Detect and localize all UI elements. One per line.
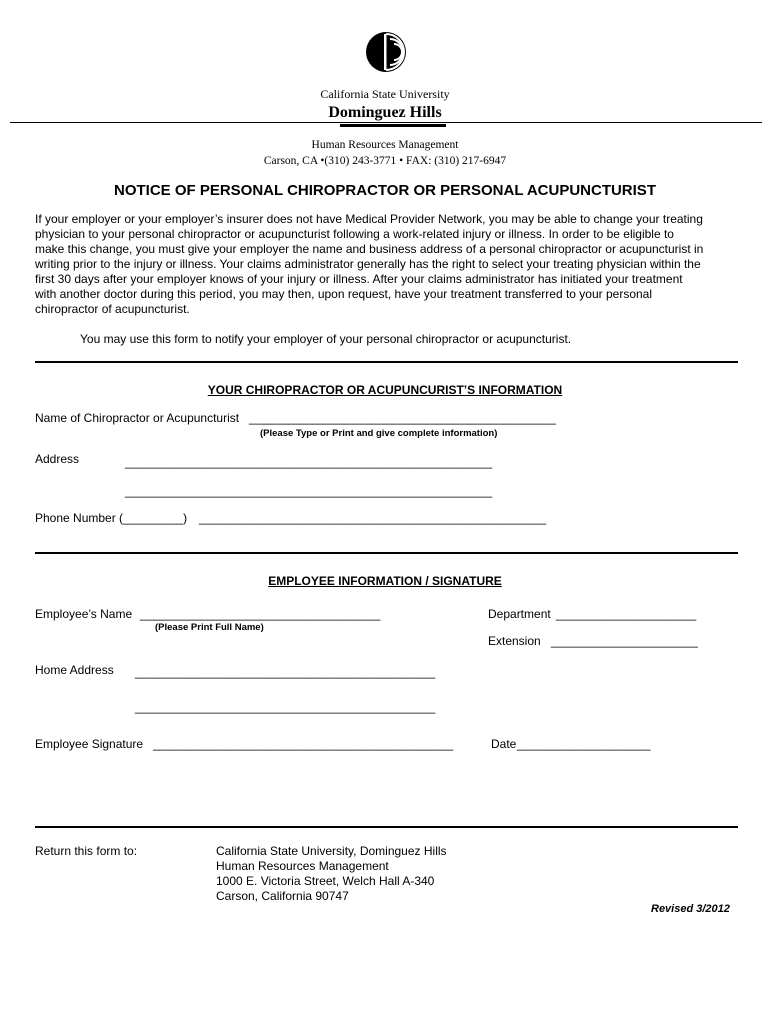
department-name: Human Resources Management <box>311 139 459 151</box>
header-rule-accent <box>340 124 446 127</box>
revised-date: Revised 3/2012 <box>651 903 730 915</box>
intro-line: writing prior to the injury or illness. Your claims administrator generally has the right to select your treating physician within the <box>35 257 701 271</box>
header-rule <box>10 122 762 123</box>
home-address-field-2[interactable]: _____________________________________________ <box>135 700 436 714</box>
section-divider <box>35 361 738 363</box>
chiro-name-field[interactable]: ______________________________________________ <box>249 411 556 425</box>
chiro-address-label: Address <box>35 452 80 466</box>
date-label: Date <box>491 737 517 751</box>
contact-info: Carson, CA •(310) 243-3771 • FAX: (310) 217-6947 <box>263 155 507 167</box>
intro-line: If your employer or your employer’s insurer does not have Medical Provider Network, you may be able to change your treating <box>35 212 703 226</box>
notify-text: You may use this form to notify your employer of your personal chiropractor or acupuncturist. <box>80 332 572 346</box>
return-address-line: 1000 E. Victoria Street, Welch Hall A-340 <box>216 874 435 888</box>
intro-line: make this change, you must give your employer the name and business address of a personal chiropractor or acupuncturist in <box>35 242 704 256</box>
return-address <box>216 844 447 904</box>
intro-line: with another doctor during this period, you may then, upon request, have your treatment transferred to your personal <box>35 287 653 301</box>
chiro-phone-label[interactable]: Phone Number (_________) <box>35 511 188 525</box>
return-address-line: Human Resources Management <box>216 859 389 873</box>
intro-line: chiropractor of acupuncturist. <box>35 302 190 316</box>
extension-label: Extension <box>488 634 541 648</box>
section-divider <box>35 826 738 828</box>
home-address-field-1[interactable]: _____________________________________________ <box>135 665 436 679</box>
employee-name-label: Employee’s Name <box>35 607 133 621</box>
campus-name: Dominguez Hills <box>328 104 442 121</box>
department-label: Department <box>488 607 551 621</box>
department-field[interactable]: _____________________ <box>556 607 697 621</box>
chiro-name-hint: (Please Type or Print and give complete information) <box>260 428 498 439</box>
signature-field[interactable]: _____________________________________________ <box>153 737 454 751</box>
university-name: California State University <box>320 87 450 101</box>
section2-heading: EMPLOYEE INFORMATION / SIGNATURE <box>268 574 502 588</box>
form-title: NOTICE OF PERSONAL CHIROPRACTOR OR PERSONAL ACUPUNCTURIST <box>114 182 656 199</box>
chiro-phone-field[interactable]: ____________________________________________________ <box>199 511 547 525</box>
extension-field[interactable]: ______________________ <box>551 634 698 648</box>
intro-line: physician to your personal chiropractor or acupuncturist following a work-related injury or illness. In order to be eligible to <box>35 227 674 241</box>
return-address-line: Carson, California 90747 <box>216 889 349 903</box>
intro-paragraph <box>35 212 745 317</box>
section-divider <box>35 552 738 554</box>
signature-label: Employee Signature <box>35 737 144 751</box>
home-address-label: Home Address <box>35 663 114 677</box>
return-label: Return this form to: <box>35 844 138 858</box>
date-field[interactable]: ____________________ <box>517 737 651 751</box>
section1-heading: YOUR CHIROPRACTOR OR ACUPUNCURIST’S INFORMATION <box>207 383 563 397</box>
return-address-line: California State University, Dominguez Hills <box>216 844 447 858</box>
employee-name-hint: (Please Print Full Name) <box>155 622 264 633</box>
employee-name-field[interactable]: ____________________________________ <box>140 607 381 621</box>
chiro-name-label: Name of Chiropractor or Acupuncturist <box>35 411 240 425</box>
chiro-address-field-2[interactable]: _______________________________________________________ <box>125 484 493 498</box>
chiro-address-field-1[interactable]: _______________________________________________________ <box>125 455 493 469</box>
university-logo <box>364 30 408 74</box>
intro-line: first 30 days after your employer knows of your injury or illness. After your claims administrator has initiated your treatment <box>35 272 683 286</box>
